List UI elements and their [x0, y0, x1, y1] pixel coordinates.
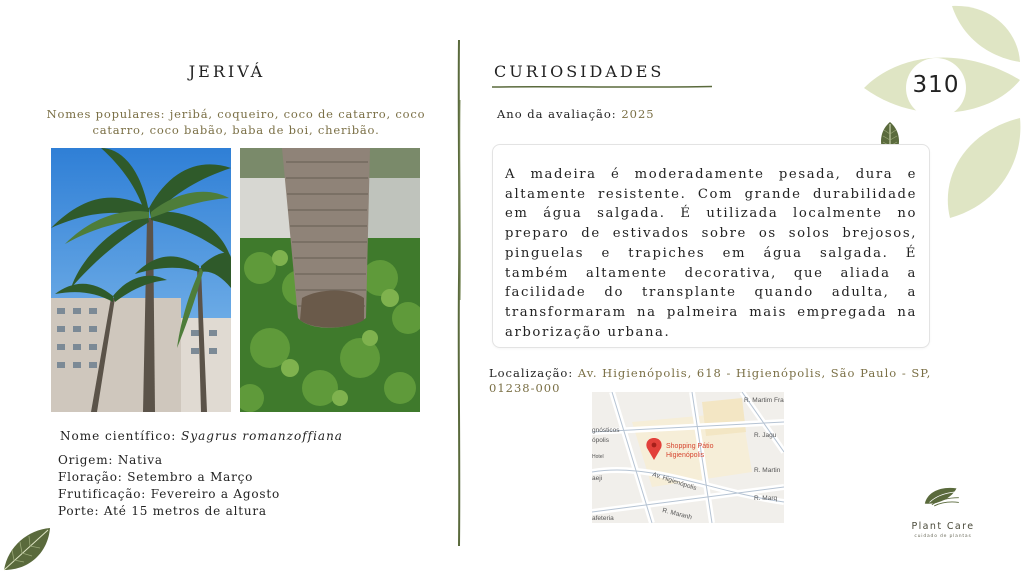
scientific-label: Nome científico: [60, 429, 182, 443]
location-value: Av. Higienópolis, 618 - Higienópolis, São Paulo - SP, 01238-000 [489, 366, 932, 395]
plant-facts [58, 452, 280, 520]
map-street-label: R. Jagu [754, 432, 777, 439]
map-street-label: ópolis [592, 437, 609, 444]
evaluation-year [497, 107, 655, 121]
map-street-label: R. Marq [754, 495, 778, 502]
logo-name: Plant Care [911, 521, 975, 532]
scientific-name-value: Syagrus romanzoffiana [181, 429, 343, 443]
year-label: Ano da avaliação: [497, 107, 622, 121]
map-street-label: gnósticos [592, 427, 620, 434]
fact-size: Porte: Até 15 metros de altura [58, 504, 267, 518]
map-street-label: R. Maranh [661, 507, 693, 522]
logo-tagline: cuidado de plantas [914, 534, 972, 539]
fact-fruiting: Frutificação: Fevereiro a Agosto [58, 487, 281, 501]
page-number-badge: 310 [912, 72, 960, 98]
year-value: 2025 [621, 107, 655, 121]
palm-trunk-photo [240, 148, 420, 412]
plant-care-logo [906, 486, 980, 520]
curiosities-title: CURIOSIDADES [494, 62, 665, 81]
map-place-label-2: Higienópolis [666, 452, 705, 459]
leaf-icon [0, 526, 54, 574]
scientific-name [60, 429, 343, 443]
popular-names: Nomes populares: jeribá, coqueiro, coco de catarro, coco catarro, coco babão, baba de boi, cheribão. [46, 107, 426, 137]
map-street-label: R. Martim Fra [744, 397, 784, 404]
fact-flowering: Floração: Setembro a Março [58, 470, 254, 484]
palm-canopy-photo [51, 148, 231, 412]
curiosities-card [492, 144, 930, 348]
fact-origin: Origem: Nativa [58, 453, 163, 467]
map-street-label: Av. Higienópolis [651, 471, 698, 493]
title-underline [492, 84, 712, 90]
map-street-label: aeji [592, 475, 603, 482]
map-street-label: Hotel [592, 454, 604, 460]
location-label: Localização: [489, 366, 578, 380]
location-map[interactable] [592, 392, 784, 523]
map-street-label: R. Martin [754, 467, 781, 474]
curiosities-text: A madeira é moderadamente pesada, dura e altamente resistente. Com grande durabilidade em água salgada. É utilizada localmente no preparo de estivados sobre os solos brejosos, pinguelas e trapiches em água salgada. É também altamente decorativa, que aliada a facilidade do transplante quando adulta, a transformaram na palmeira mais empregada na arborização urbana. [505, 167, 917, 340]
map-street-label: afeteria [592, 515, 614, 522]
plant-name-title: JERIVÁ [188, 62, 266, 81]
map-place-label: Shopping Pátio [666, 443, 714, 450]
vertical-divider [454, 40, 464, 546]
